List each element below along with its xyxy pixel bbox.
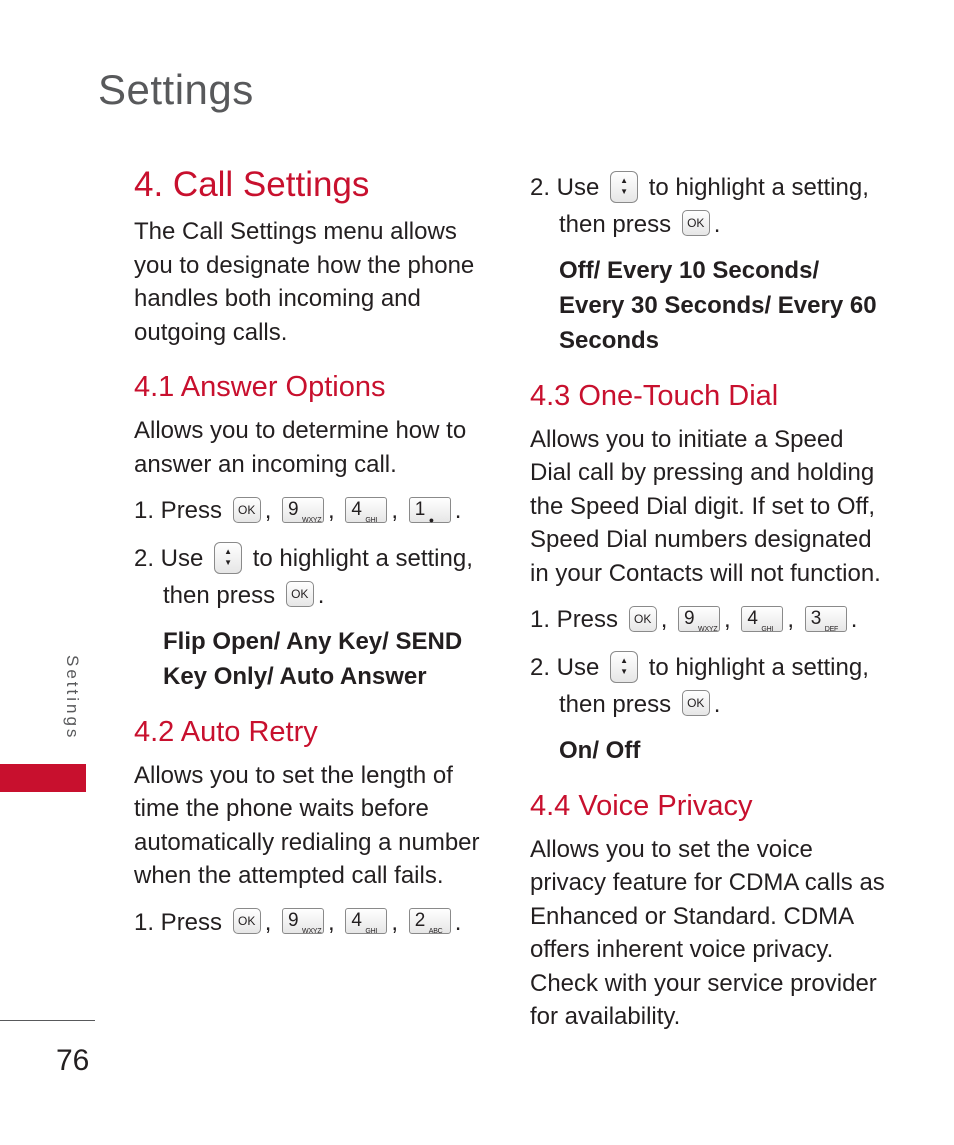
nav-key-icon: ▲ ▼: [610, 651, 638, 683]
one-touch-dial-step-2: 2. Use ▲ ▼ to highlight a setting, then press OK .: [530, 650, 890, 723]
auto-retry-step-2: 2. Use ▲ ▼ to highlight a setting, then press OK .: [530, 170, 890, 243]
footer-divider: [0, 1020, 95, 1021]
one-touch-dial-step-1: 1. Press OK , 9 WXYZ , 4 GHI , 3 DEF .: [530, 606, 858, 634]
one-touch-dial-options-list: On/ Off: [559, 736, 641, 764]
one-touch-dial-body: Allows you to initiate a Speed Dial call by pressing and holding the Speed Dial digit. If set to Off, Speed Dial numbers designated in your Contacts will not function.: [530, 425, 881, 587]
page-title: Settings: [98, 66, 254, 113]
answer-options-step-2: 2. Use ▲ ▼ to highlight a setting, then press OK .: [134, 541, 484, 614]
answer-options-heading: 4.1 Answer Options: [134, 371, 386, 403]
key-9-icon: 9 WXYZ: [282, 908, 324, 934]
right-column: [530, 170, 890, 1034]
auto-retry-step-1: 1. Press OK , 9 WXYZ , 4 GHI , 2 ABC .: [134, 908, 462, 936]
nav-key-icon: ▲ ▼: [610, 171, 638, 203]
voice-privacy-body: Allows you to set the voice privacy feature for CDMA calls as Enhanced or Standard. CDMA offers inherent voice privacy. Check with your service provider for availability.: [530, 835, 885, 1031]
one-touch-dial-heading: 4.3 One-Touch Dial: [530, 379, 779, 412]
key-9-icon: 9 WXYZ: [678, 606, 720, 632]
auto-retry-options-list: Off/ Every 10 Seconds/ Every 30 Seconds/ Every 60 Seconds: [559, 256, 877, 354]
key-4-icon: 4 GHI: [741, 606, 783, 632]
auto-retry-body: Allows you to set the length of time the phone waits before automatically redialing a number when the attempted call fails.: [134, 761, 480, 890]
section-heading: 4. Call Settings: [134, 165, 370, 204]
key-4-icon: 4 GHI: [345, 497, 387, 523]
intro-text: The Call Settings menu allows you to designate how the phone handles both incoming and outgoing calls.: [134, 218, 475, 346]
left-column: [134, 165, 484, 941]
side-tab-label: Settings: [63, 655, 82, 741]
key-1-icon: 1 ●: [409, 497, 451, 523]
ok-key-icon: OK: [233, 908, 261, 934]
auto-retry-heading: 4.2 Auto Retry: [134, 715, 318, 748]
ok-key-icon: OK: [682, 690, 710, 716]
page-number: 76: [56, 1044, 90, 1077]
step-text: 1. Press: [134, 497, 223, 524]
nav-key-icon: ▲ ▼: [214, 542, 242, 574]
ok-key-icon: OK: [682, 210, 710, 236]
answer-options-body: Allows you to determine how to answer an incoming call.: [134, 417, 467, 478]
ok-key-icon: OK: [286, 581, 314, 607]
key-9-icon: 9 WXYZ: [282, 497, 324, 523]
key-2-icon: 2 ABC: [409, 908, 451, 934]
ok-key-icon: OK: [629, 606, 657, 632]
key-4-icon: 4 GHI: [345, 908, 387, 934]
answer-options-step-1: 1. Press OK , 9 WXYZ , 4 GHI , 1 ● .: [134, 497, 462, 525]
ok-key-icon: OK: [233, 497, 261, 523]
voice-privacy-heading: 4.4 Voice Privacy: [530, 789, 753, 822]
answer-options-list: Flip Open/ Any Key/ SEND Key Only/ Auto Answer: [163, 627, 463, 690]
side-tab-marker: [0, 764, 86, 792]
key-3-icon: 3 DEF: [805, 606, 847, 632]
